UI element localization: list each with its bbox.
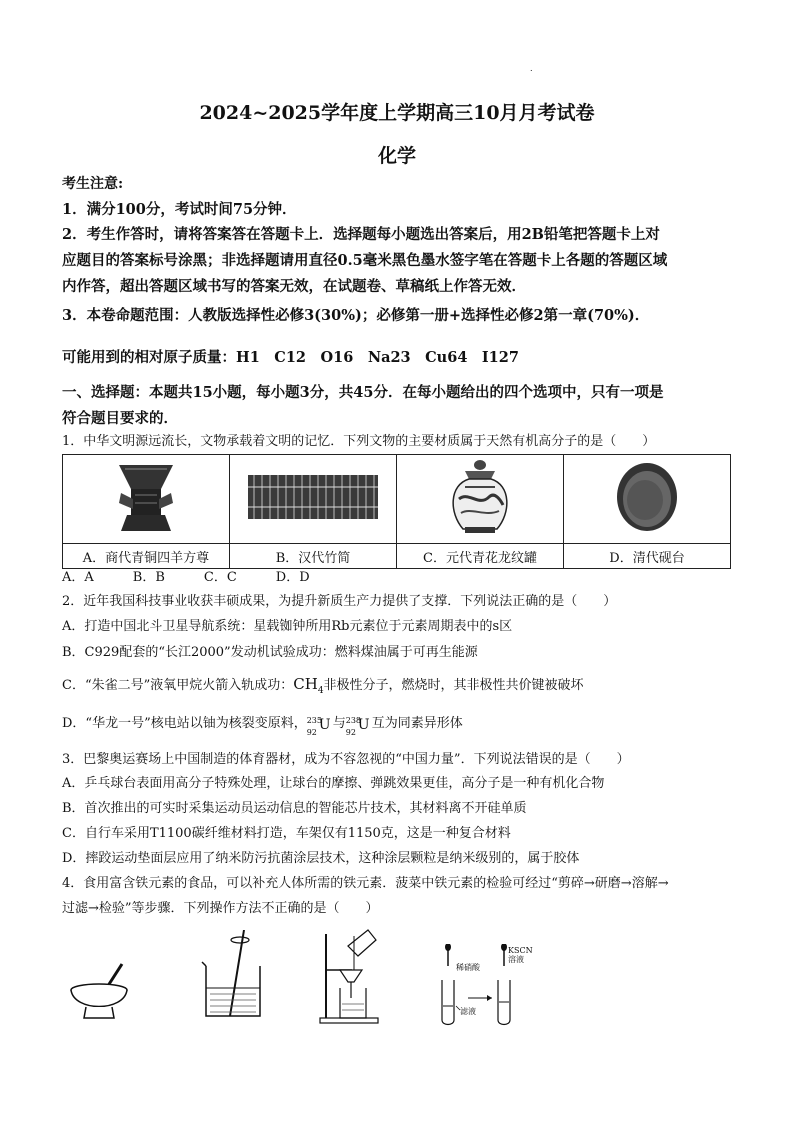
q1-options: A．A B．B C．C D．D [62, 570, 310, 585]
mortar-pestle-icon [66, 962, 132, 1024]
section-1-line1: 一、选择题：本题共15小题，每小题3分，共45分．在每小题给出的四个选项中，只有一项是 [62, 384, 664, 401]
atomic-mass-line: 可能用到的相对原子质量：H1 C12 O16 Na23 Cu64 I127 [62, 349, 519, 366]
q3-stem: 3．巴黎奥运赛场上中国制造的体育器材，成为不容忽视的“中国力量”．下列说法错误的是（ ） [62, 752, 630, 767]
q1-cell-d-image [564, 455, 731, 544]
notice-item-2 [62, 222, 732, 300]
beaker-stirring-icon [200, 930, 270, 1022]
subject-title: 化学 [377, 145, 416, 167]
q2-stem: 2．近年我国科技事业收获丰硕成果，为提升新质生产力提供了支撑．下列说法正确的是（ ） [62, 594, 617, 609]
q3-option-b: B．首次推出的可实时采集运动员运动信息的智能芯片技术，其材料离不开硅单质 [62, 801, 527, 816]
notice-item-3: 3．本卷命题范围：人教版选择性必修3(30%)；必修第一册+选择性必修2第一章(70%)． [62, 307, 650, 324]
q4-stem-line1: 4．食用富含铁元素的食品，可以补充人体所需的铁元素．菠菜中铁元素的检验可经过“剪碎→研磨→溶解→ [62, 876, 669, 891]
q1-caption-b: B．汉代竹简 [230, 544, 397, 569]
q3-option-a: A．乒乓球台表面用高分子特殊处理，让球台的摩擦、弹跳效果更佳，高分子是一种有机化合物 [62, 776, 605, 791]
notice-item-2-line1: 2．考生作答时，请将答案答在答题卡上．选择题每小题选出答案后，用2B铅笔把答题卡上对 [62, 226, 660, 243]
q3-option-c: C．自行车采用T1100碳纤维材料打造，车架仅有1150克，这是一种复合材料 [62, 826, 511, 841]
q1-caption-d: D．清代砚台 [564, 544, 731, 569]
q1-cell-c-image [397, 455, 564, 544]
uranium-238: 238 92 U [345, 715, 370, 737]
bamboo-slips-image [248, 475, 378, 519]
q3-option-d: D．摔跤运动垫面层应用了纳米防污抗菌涂层技术，这种涂层颗粒是纳米级别的，属于胶体 [62, 851, 580, 866]
q2-option-c-post: 非极性分子，燃烧时，其非极性共价键被破坏 [323, 678, 584, 693]
q2-option-d [62, 714, 463, 737]
inkstone-image [612, 460, 682, 534]
q1-cell-b-image [230, 455, 397, 544]
exam-title: 2024~2025学年度上学期高三10月月考试卷 [199, 102, 595, 124]
stray-dot: . [530, 64, 533, 73]
porcelain-jar-image [445, 457, 515, 537]
q2-option-a: A．打造中国北斗卫星导航系统：星载铷钟所用Rb元素位于元素周期表中的s区 [62, 619, 513, 634]
q4-stem-line2: 过滤→检验”等步骤．下列操作方法不正确的是（ ） [62, 901, 379, 916]
q1-stem: 1．中华文明源远流长，文物承载着文明的记忆．下列文物的主要材质属于天然有机高分子的是（ ） [62, 434, 656, 449]
uranium-235: 235 92 U [306, 715, 331, 737]
notice-item-2-line3: 内作答，超出答题区域书写的答案无效，在试题卷、草稿纸上作答无效． [62, 278, 526, 295]
q1-artifact-table [62, 454, 731, 569]
filtration-apparatus-icon [318, 926, 380, 1024]
q2-option-d-mid: 与 [332, 716, 346, 731]
bronze-zun-image [111, 459, 181, 535]
section-1-header [62, 380, 732, 432]
q1-cell-a-image [63, 455, 230, 544]
q2-option-c-pre: C．“朱雀二号”液氧甲烷火箭入轨成功： [62, 678, 294, 693]
notice-item-2-line2: 应题目的答案标号涂黑；非选择题请用直径0.5毫米黑色墨水签字笔在答题卡上各题的答题区域 [62, 252, 668, 269]
q2-option-b: B．C929配套的“长江2000”发动机试验成功：燃料煤油属于可再生能源 [62, 645, 478, 660]
q2-option-d-pre: D．“华龙一号”核电站以铀为核裂变原料， [62, 716, 307, 731]
q1-caption-a: A．商代青铜四羊方尊 [63, 544, 230, 569]
q2-option-d-post: 互为同素异形体 [371, 716, 463, 731]
q1-caption-c: C．元代青花龙纹罐 [397, 544, 564, 569]
notice-item-1: 1．满分100分，考试时间75分钟． [62, 201, 297, 218]
section-1-line2: 符合题目要求的． [62, 410, 178, 427]
label-dilute-nitric-acid: 稀硝酸 [456, 963, 480, 972]
notice-heading: 考生注意: [62, 176, 124, 192]
label-filtrate: 滤液 [460, 1007, 476, 1016]
label-kscn: KSCN 溶液 [508, 946, 533, 964]
q2-option-c [62, 674, 584, 701]
methane-formula: $CH_4$ [293, 675, 324, 696]
